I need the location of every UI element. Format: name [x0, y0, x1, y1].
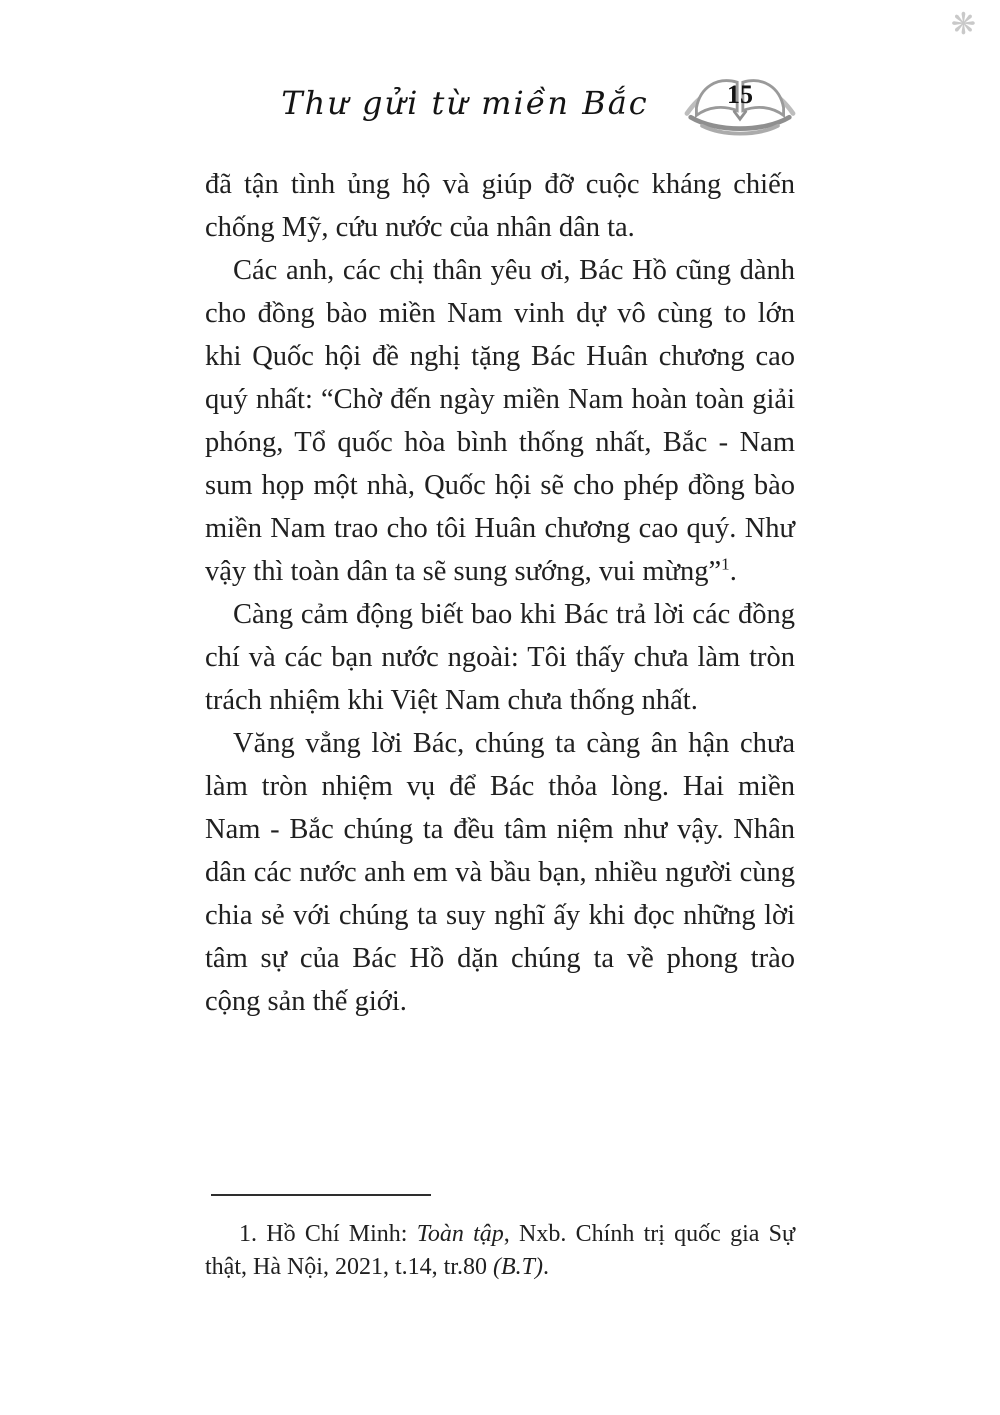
footnote-period: . — [542, 1254, 549, 1280]
footnote-divider — [211, 1194, 431, 1196]
footnote-work-title: Toàn tập — [416, 1221, 504, 1247]
footnote-publisher: , Nxb. Chính trị quốc gia Sự thật, Hà Nội, 2021, t.14, tr.80 — [205, 1221, 796, 1280]
flower-ornament-icon: ❋ — [950, 7, 976, 42]
footnote-text — [205, 1218, 795, 1284]
footnote-citation: 1. Hồ Chí Minh: — [239, 1221, 417, 1247]
page-body — [205, 163, 795, 1023]
running-title: Thư gửi từ miền Bắc — [281, 84, 649, 122]
page-number: 15 — [727, 80, 753, 109]
open-book-icon — [683, 68, 797, 140]
footnote-area — [205, 1194, 795, 1284]
paragraph-text: . — [729, 556, 737, 587]
paragraph: Càng cảm động biết bao khi Bác trả lời các đồng chí và các bạn nước ngoài: Tôi thấy chưa làm tròn trách nhiệm khi Việt Nam chưa thống nhất. — [205, 599, 795, 716]
paragraph-text: Các anh, các chị thân yêu ơi, Bác Hồ cũng dành cho đồng bào miền Nam vinh dự vô cùng to lớn khi Quốc hội đề nghị tặng Bác Huân chương cao quý nhất: “Chờ đến ngày miền Nam hoàn toàn giải phóng, Tổ quốc hòa bình thống nhất, Bắc - Nam sum họp một nhà, Quốc hội sẽ cho phép đồng bào miền Nam trao cho tôi Huân chương cao quý. Như vậy thì toàn dân ta sẽ sung sướng, vui mừng” — [205, 255, 795, 587]
footnote-reference: 1 — [721, 554, 730, 574]
paragraph — [205, 249, 795, 593]
paragraph-continuation: đã tận tình ủng hộ và giúp đỡ cuộc kháng chiến chống Mỹ, cứu nước của nhân dân ta. — [205, 169, 795, 243]
paragraph: Văng vẳng lời Bác, chúng ta càng ân hận chưa làm tròn nhiệm vụ để Bác thỏa lòng. Hai miền Nam - Bắc chúng ta đều tâm niệm như vậy. Nhân dân các nước anh em và bầu bạn, nhiều người cùng chia sẻ với chúng ta suy nghĩ ấy khi đọc những lời tâm sự của Bác Hồ dặn chúng ta về phong trào cộng sản thế giới. — [205, 728, 795, 1017]
footnote-bt-note: (B.T) — [492, 1254, 543, 1280]
